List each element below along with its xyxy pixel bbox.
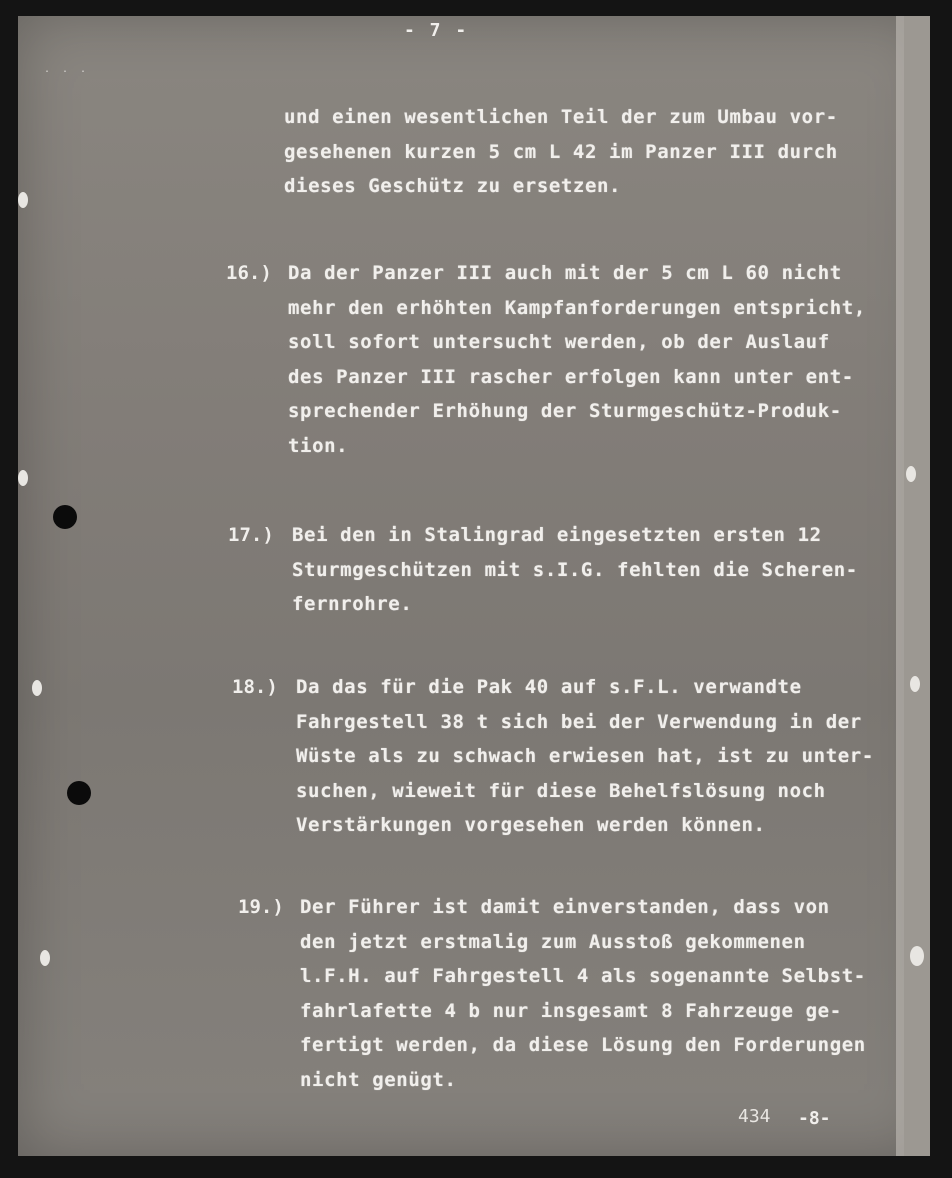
text-line: nicht genügt. <box>300 1068 457 1091</box>
text-line: gesehenen kurzen 5 cm L 42 im Panzer III durch <box>284 140 838 163</box>
item-paragraph <box>300 890 866 1097</box>
item-number: 17.) <box>228 524 274 546</box>
text-line: Da der Panzer III auch mit der 5 cm L 60 nicht <box>288 262 842 284</box>
text-line: Sturmgeschützen mit s.I.G. fehlten die Scheren- <box>292 558 858 581</box>
edge-notch <box>906 466 916 482</box>
text-line: und einen wesentlichen Teil der zum Umbau vor- <box>284 106 838 128</box>
text-line: des Panzer III rascher erfolgen kann unter ent- <box>288 365 854 388</box>
text-line: fertigt werden, da diese Lösung den Forderungen <box>300 1034 866 1056</box>
item-paragraph <box>296 670 874 843</box>
text-line: sprechender Erhöhung der Sturmgeschütz-Produk- <box>288 400 842 422</box>
text-line: Der Führer ist damit einverstanden, dass von <box>300 896 830 918</box>
edge-notch <box>18 470 28 486</box>
edge-notch <box>18 192 28 208</box>
edge-notch <box>40 950 50 966</box>
text-line: l.F.H. auf Fahrgestell 4 als sogenannte Selbst- <box>300 965 866 987</box>
page-right-margin-strip <box>904 16 930 1156</box>
punch-hole-lower <box>67 781 91 805</box>
speck-marks: ... <box>44 64 99 75</box>
item-paragraph <box>288 256 866 463</box>
text-line: Da das für die Pak 40 auf s.F.L. verwandte <box>296 676 802 698</box>
edge-notch <box>910 676 920 692</box>
page-header: - 7 - <box>404 20 469 41</box>
text-line: den jetzt erstmalig zum Ausstoß gekommenen <box>300 930 806 953</box>
item-number: 18.) <box>232 676 278 698</box>
text-line: Bei den in Stalingrad eingesetzten ersten 12 <box>292 524 822 546</box>
text-line: fernrohre. <box>292 593 413 615</box>
text-line: mehr den erhöhten Kampfanforderungen entspricht, <box>288 296 866 319</box>
punch-hole-upper <box>53 505 77 529</box>
text-line: fahrlafette 4 b nur insgesamt 8 Fahrzeuge ge- <box>300 999 842 1022</box>
text-line: suchen, wieweit für diese Behelfslösung noch <box>296 779 826 802</box>
archive-number: 434 <box>738 1106 771 1127</box>
edge-notch <box>32 680 42 696</box>
intro-paragraph <box>284 100 838 204</box>
next-page-marker: -8- <box>798 1108 831 1129</box>
text-line: Wüste als zu schwach erwiesen hat, ist zu unter- <box>296 745 874 767</box>
text-line: tion. <box>288 434 349 457</box>
item-paragraph <box>292 518 858 622</box>
text-line: Verstärkungen vorgesehen werden können. <box>296 814 766 836</box>
item-number: 19.) <box>238 896 284 918</box>
text-line: dieses Geschütz zu ersetzen. <box>284 175 622 197</box>
item-number: 16.) <box>226 262 272 284</box>
text-line: soll sofort untersucht werden, ob der Auslauf <box>288 331 830 353</box>
edge-notch <box>910 946 924 966</box>
text-line: Fahrgestell 38 t sich bei der Verwendung in der <box>296 710 862 733</box>
page-edge-shadow <box>896 16 904 1156</box>
